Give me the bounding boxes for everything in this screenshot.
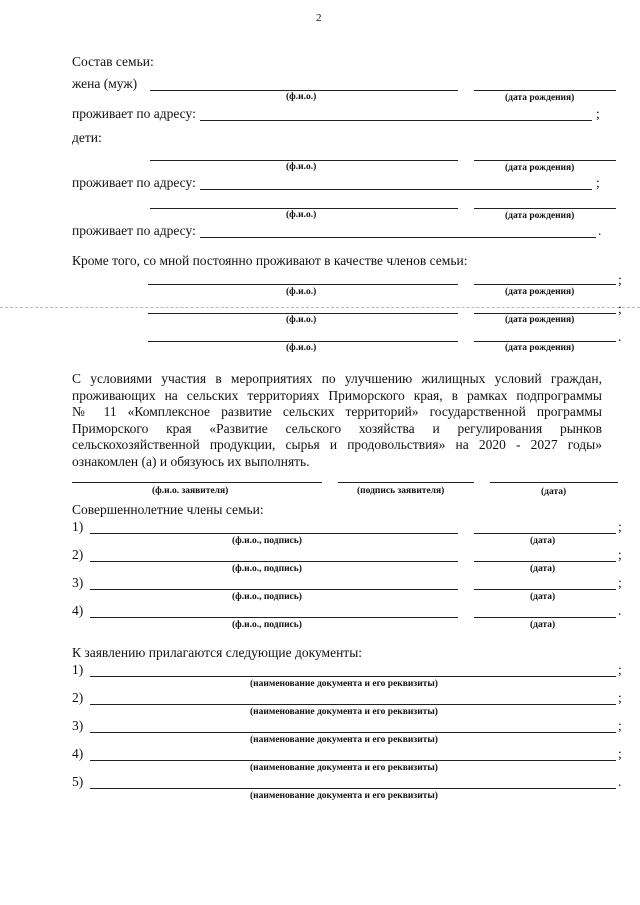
family-heading: Состав семьи: <box>72 54 154 69</box>
semicolon: ; <box>618 746 622 761</box>
document-number: 1) <box>72 662 84 677</box>
child2-birth-line[interactable] <box>474 208 616 209</box>
document1-caption: (наименование документа и его реквизиты) <box>250 679 438 689</box>
adults-heading: Совершеннолетние члены семьи: <box>72 502 264 517</box>
member3-fio-caption: (ф.и.о.) <box>286 343 317 353</box>
conditions-paragraph <box>72 371 602 470</box>
member1-birth-line[interactable] <box>474 284 616 285</box>
conditions-line: № 11 «Комплексное развитие сельских территорий» государственной программы <box>72 404 602 419</box>
adult1-fio-line[interactable] <box>90 533 458 534</box>
member1-fio-line[interactable] <box>148 284 458 285</box>
child1-birth-line[interactable] <box>474 160 616 161</box>
adult3-fio-line[interactable] <box>90 589 458 590</box>
children-label: дети: <box>72 130 102 145</box>
also-heading: Кроме того, со мной постоянно проживают в качестве членов семьи: <box>72 253 468 268</box>
semicolon: ; <box>618 301 622 316</box>
conditions-line: ознакомлен (а) и обязуюсь их выполнять. <box>72 453 310 469</box>
applicant-date-caption: (дата) <box>541 487 567 497</box>
adult3-fio-caption: (ф.и.о., подпись) <box>232 592 302 602</box>
document1-line[interactable] <box>90 676 616 677</box>
adult-number: 3) <box>72 575 84 590</box>
adult4-fio-line[interactable] <box>90 617 458 618</box>
applicant-signature-line[interactable] <box>338 482 474 483</box>
conditions-line: Приморского края «Развитие сельского хозяйства и регулирования рынков <box>72 420 602 436</box>
semicolon: ; <box>618 547 622 562</box>
conditions-line: С условиями участия в мероприятиях по улучшению жилищных условий граждан, <box>72 371 602 386</box>
semicolon: ; <box>618 662 622 677</box>
spouse-address-line[interactable] <box>200 120 592 121</box>
child1-address-line[interactable] <box>200 189 592 190</box>
applicant-fio-caption: (ф.и.о. заявителя) <box>152 486 229 496</box>
adult4-fio-caption: (ф.и.о., подпись) <box>232 620 302 630</box>
document2-caption: (наименование документа и его реквизиты) <box>250 707 438 717</box>
period: . <box>618 603 622 618</box>
member2-birth-caption: (дата рождения) <box>505 315 575 325</box>
document3-line[interactable] <box>90 732 616 733</box>
adult-number: 1) <box>72 519 84 534</box>
semicolon: ; <box>618 575 622 590</box>
member1-birth-caption: (дата рождения) <box>505 287 575 297</box>
adult1-date-caption: (дата) <box>530 536 556 546</box>
period: . <box>618 329 622 344</box>
child2-address-line[interactable] <box>200 237 596 238</box>
adult4-date-caption: (дата) <box>530 620 556 630</box>
member3-birth-line[interactable] <box>474 341 616 342</box>
child2-birth-caption: (дата рождения) <box>505 211 575 221</box>
documents-heading: К заявлению прилагаются следующие документы: <box>72 645 363 660</box>
member3-fio-line[interactable] <box>148 341 458 342</box>
applicant-fio-line[interactable] <box>72 482 322 483</box>
child1-address-label: проживает по адресу: <box>72 175 196 190</box>
child1-fio-line[interactable] <box>150 160 458 161</box>
semicolon: ; <box>596 106 600 121</box>
conditions-line: проживающих на сельских территориях Приморского края, в рамках подпрограммы <box>72 387 602 403</box>
fold-line <box>0 307 640 308</box>
document4-line[interactable] <box>90 760 616 761</box>
document3-caption: (наименование документа и его реквизиты) <box>250 735 438 745</box>
document5-caption: (наименование документа и его реквизиты) <box>250 791 438 801</box>
spouse-fio-caption: (ф.и.о.) <box>286 92 317 102</box>
semicolon: ; <box>596 175 600 190</box>
adult2-fio-caption: (ф.и.о., подпись) <box>232 564 302 574</box>
document-number: 3) <box>72 718 84 733</box>
spouse-birth-caption: (дата рождения) <box>505 93 575 103</box>
applicant-date-line[interactable] <box>490 482 618 483</box>
child2-fio-line[interactable] <box>150 208 458 209</box>
applicant-signature-caption: (подпись заявителя) <box>357 486 445 496</box>
member2-fio-caption: (ф.и.о.) <box>286 315 317 325</box>
document-number: 4) <box>72 746 84 761</box>
semicolon: ; <box>618 718 622 733</box>
child2-address-label: проживает по адресу: <box>72 223 196 238</box>
member1-fio-caption: (ф.и.о.) <box>286 287 317 297</box>
semicolon: ; <box>618 519 622 534</box>
adult2-date-line[interactable] <box>474 561 616 562</box>
member3-birth-caption: (дата рождения) <box>505 343 575 353</box>
period: . <box>618 774 622 789</box>
period: . <box>598 223 602 238</box>
child1-birth-caption: (дата рождения) <box>505 163 575 173</box>
adult-number: 4) <box>72 603 84 618</box>
conditions-line: сельскохозяйственной продукции, сырья и продовольствия» на 2020 - 2027 годы» <box>72 437 602 452</box>
document2-line[interactable] <box>90 704 616 705</box>
child2-fio-caption: (ф.и.о.) <box>286 210 317 220</box>
adult1-fio-caption: (ф.и.о., подпись) <box>232 536 302 546</box>
page-number: 2 <box>316 12 322 24</box>
adult3-date-line[interactable] <box>474 589 616 590</box>
document4-caption: (наименование документа и его реквизиты) <box>250 763 438 773</box>
adult-number: 2) <box>72 547 84 562</box>
adult2-fio-line[interactable] <box>90 561 458 562</box>
semicolon: ; <box>618 690 622 705</box>
adult2-date-caption: (дата) <box>530 564 556 574</box>
adult1-date-line[interactable] <box>474 533 616 534</box>
spouse-label: жена (муж) <box>72 76 138 91</box>
member2-fio-line[interactable] <box>148 313 458 314</box>
document-number: 2) <box>72 690 84 705</box>
semicolon: ; <box>618 272 622 287</box>
document5-line[interactable] <box>90 788 616 789</box>
adult3-date-caption: (дата) <box>530 592 556 602</box>
adult4-date-line[interactable] <box>474 617 616 618</box>
member2-birth-line[interactable] <box>474 313 616 314</box>
spouse-fio-line[interactable] <box>150 90 458 91</box>
child1-fio-caption: (ф.и.о.) <box>286 162 317 172</box>
spouse-address-label: проживает по адресу: <box>72 106 196 121</box>
spouse-birth-line[interactable] <box>474 90 616 91</box>
document-number: 5) <box>72 774 84 789</box>
